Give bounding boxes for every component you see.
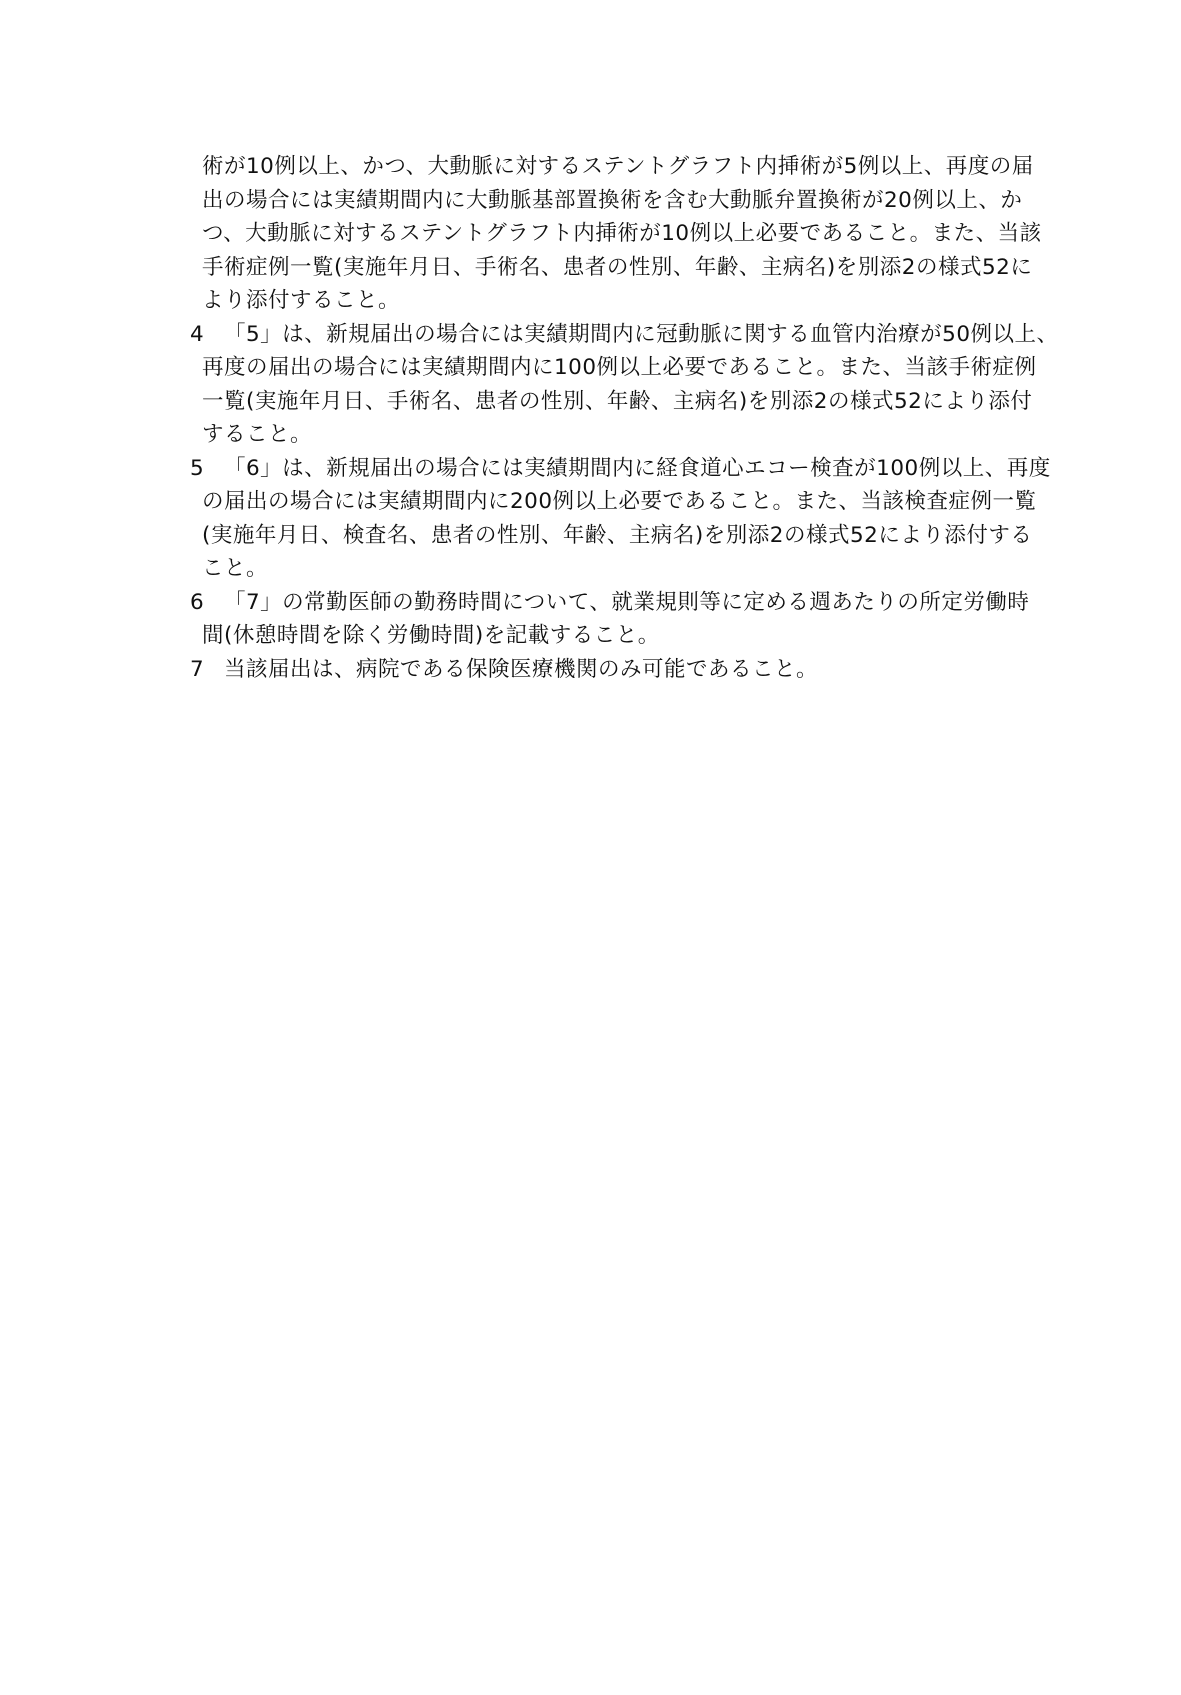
item-text: 当該届出は、病院である保険医療機関のみ可能であること。 <box>224 656 819 682</box>
text-line: こと。 <box>202 556 269 581</box>
item-number: 5 <box>190 455 205 481</box>
item-text: 「6」は、新規届出の場合には実績期間内に経食道心エコー検査が100例以上、再度 <box>224 455 1051 481</box>
list-item <box>192 586 1032 620</box>
item-text: 「7」の常勤医師の勤務時間について、就業規則等に定める週あたりの所定労働時 <box>224 589 1030 615</box>
list-item <box>190 318 1059 352</box>
text-line: より添付すること。 <box>202 288 401 313</box>
text-line: 術が10例以上、かつ、大動脈に対するステントグラフト内挿術が5例以上、再度の届 <box>202 154 1034 179</box>
item-number: 4 <box>190 321 205 347</box>
text-line: 再度の届出の場合には実績期間内に100例以上必要であること。また、当該手術症例 <box>202 355 1037 380</box>
text-line: 手術症例一覧(実施年月日、手術名、患者の性別、年齢、主病名)を別添2の様式52に <box>202 254 1033 280</box>
text-line: すること。 <box>202 422 313 447</box>
text-line: 出の場合には実績期間内に大動脈基部置換術を含む大動脈弁置換術が20例以上、か <box>202 187 1023 213</box>
text-line: の届出の場合には実績期間内に200例以上必要であること。また、当該検査症例一覧 <box>202 489 1037 514</box>
text-line: 間(休憩時間を除く労働時間)を記載すること。 <box>202 623 660 648</box>
item-number: 7 <box>190 656 205 682</box>
document-body <box>190 150 1059 686</box>
item-text: 「5」は、新規届出の場合には実績期間内に冠動脈に関する血管内治療が50例以上、 <box>224 321 1059 347</box>
text-line: (実施年月日、検査名、患者の性別、年齢、主病名)を別添2の様式52により添付する <box>202 522 1033 548</box>
list-item <box>190 452 1051 486</box>
text-line: つ、大動脈に対するステントグラフト内挿術が10例以上必要であること。また、当該 <box>202 221 1042 246</box>
item-number: 6 <box>190 589 205 615</box>
text-line: 一覧(実施年月日、手術名、患者の性別、年齢、主病名)を別添2の様式52により添付 <box>202 388 1033 414</box>
list-item <box>192 653 1032 687</box>
